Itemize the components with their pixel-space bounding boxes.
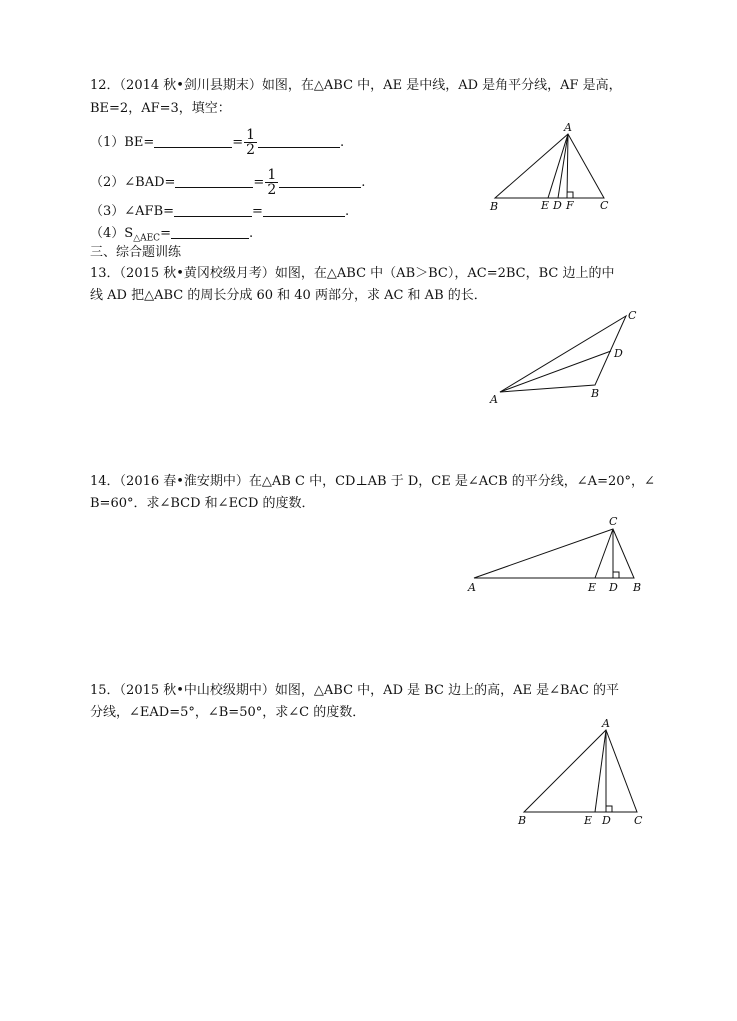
segment-ad xyxy=(558,134,568,198)
answer-blank[interactable] xyxy=(263,203,345,217)
right-angle-mark xyxy=(613,572,619,578)
section-heading: 三、综合题训练 xyxy=(90,245,182,260)
label-a: A xyxy=(564,121,572,134)
label-d: D xyxy=(602,814,611,827)
period: . xyxy=(340,135,345,150)
label-e: E xyxy=(541,199,550,212)
period: . xyxy=(344,204,350,219)
equals-sign: = xyxy=(160,226,171,241)
q12-item3-label: （3）∠AFB= xyxy=(90,204,175,219)
label-a: A xyxy=(490,393,498,406)
q12-item1-label: （1）BE= xyxy=(90,135,155,150)
label-b: B xyxy=(518,814,527,827)
q12-item4-label: （4）S xyxy=(90,226,134,241)
answer-blank[interactable] xyxy=(171,225,249,239)
fraction-numerator: 1 xyxy=(267,167,277,183)
triangle-abc xyxy=(500,316,626,392)
q13-line2: 线 AD 把△ABC 的周长分成 60 和 40 两部分，求 AC 和 AB 的长． xyxy=(90,288,487,303)
triangle-abc xyxy=(495,134,604,198)
label-d: D xyxy=(609,581,618,594)
label-a: A xyxy=(468,581,476,594)
answer-blank[interactable] xyxy=(154,134,232,148)
q12-line2: BE=2，AF=3，填空： xyxy=(90,101,231,116)
fraction-denominator: 2 xyxy=(246,142,256,158)
label-b: B xyxy=(490,200,499,213)
period: . xyxy=(361,175,366,190)
q12-item1 xyxy=(90,128,344,157)
label-d: D xyxy=(614,347,623,360)
q12-item4-subscript: △AEC xyxy=(133,233,161,244)
answer-blank[interactable] xyxy=(175,174,253,188)
segment-af xyxy=(567,134,568,198)
answer-blank[interactable] xyxy=(174,203,252,217)
fraction-half xyxy=(265,168,278,197)
triangle-abc xyxy=(524,730,637,812)
bisector-ae xyxy=(595,730,606,812)
q14-line1: 14．（2016 春•淮安期中）在△AB C 中，CD⊥AB 于 D，CE 是∠ACB 的平分线，∠A=20°，∠ xyxy=(90,474,655,489)
fraction-half xyxy=(244,128,257,157)
q13-line1: 13．（2015 秋•黄冈校级月考）如图，在△ABC 中（AB＞BC），AC=2BC，BC 边上的中 xyxy=(90,266,615,281)
label-e: E xyxy=(588,581,597,594)
q15-line2: 分线，∠EAD=5°，∠B=50°，求∠C 的度数． xyxy=(90,705,366,720)
q12-line1: 12．（2014 秋•剑川县期末）如图，在△ABC 中，AE 是中线，AD 是角平分线，AF 是高， xyxy=(90,78,622,93)
q13-figure xyxy=(480,305,650,410)
answer-blank[interactable] xyxy=(258,134,340,148)
q12-item2 xyxy=(90,168,365,197)
q15-line1: 15．（2015 秋•中山校级期中）如图，△ABC 中，AD 是 BC 边上的高，AE 是∠BAC 的平 xyxy=(90,683,620,698)
fraction-numerator: 1 xyxy=(246,127,256,143)
right-angle-mark xyxy=(567,192,573,198)
label-c: C xyxy=(628,309,637,322)
q12-item2-label: （2）∠BAD= xyxy=(90,175,176,190)
equals-sign: = xyxy=(252,204,263,219)
label-c: C xyxy=(634,814,643,827)
period: . xyxy=(248,226,254,241)
q15-figure xyxy=(510,718,650,828)
equals-sign: = xyxy=(253,175,265,190)
median-ad xyxy=(500,351,611,392)
label-a: A xyxy=(602,717,610,730)
label-b: B xyxy=(591,387,600,400)
fraction-denominator: 2 xyxy=(267,182,277,198)
q14-line2: B=60°．求∠BCD 和∠ECD 的度数． xyxy=(90,496,315,511)
label-b: B xyxy=(633,581,642,594)
q12-figure xyxy=(485,120,615,215)
label-e: E xyxy=(584,814,593,827)
label-d: D xyxy=(553,199,562,212)
label-f: F xyxy=(566,199,574,212)
q12-item3 xyxy=(90,203,349,221)
segment-ae xyxy=(548,134,568,198)
right-angle-mark xyxy=(606,806,612,812)
label-c: C xyxy=(600,199,609,212)
equals-sign: = xyxy=(232,135,244,150)
q14-figure xyxy=(460,510,650,595)
bisector-ce xyxy=(595,529,613,578)
label-c: C xyxy=(609,515,618,528)
answer-blank[interactable] xyxy=(279,174,361,188)
